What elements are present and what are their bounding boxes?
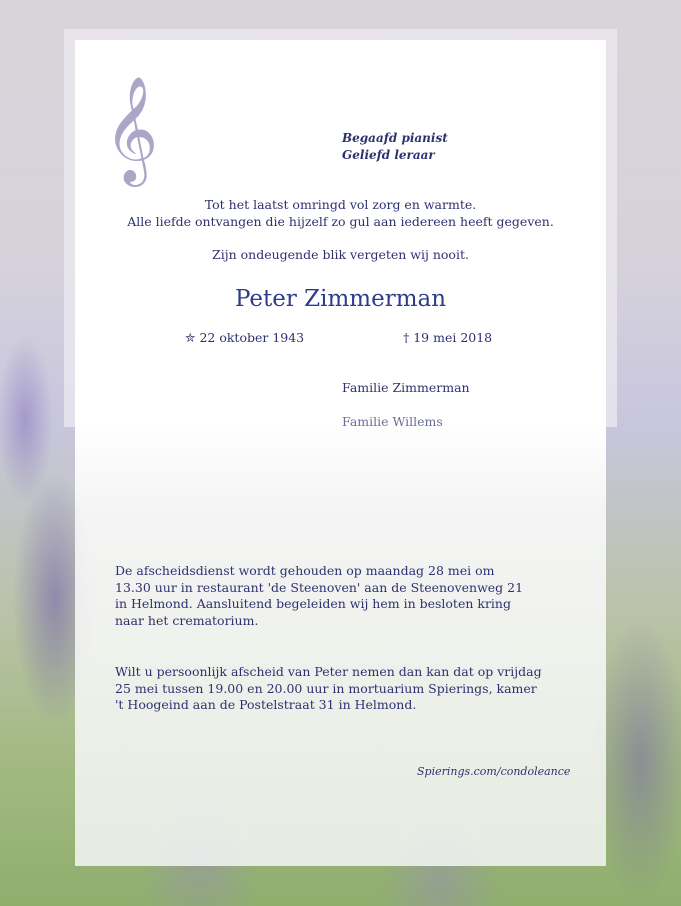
epithet-teacher: Geliefd leraar xyxy=(342,148,435,162)
death-date: † 19 mei 2018 xyxy=(403,330,493,345)
deceased-name: Peter Zimmerman xyxy=(234,286,447,312)
verse-line-1: Tot het laatst omringd vol zorg en warmte. xyxy=(204,197,477,212)
memory-line: Zijn ondeugende blik vergeten wij nooit. xyxy=(212,247,469,262)
service-line-4: naar het crematorium. xyxy=(115,612,259,628)
visitation-line-1: Wilt u persoonlijk afscheid van Peter nemen dan kan dat op vrijdag xyxy=(115,664,542,679)
verse-line-2: Alle liefde ontvangen die hijzelf zo gul aan iedereen heeft gegeven. xyxy=(127,214,554,229)
treble-clef-icon: 𝄞 xyxy=(104,75,159,182)
epithet-pianist: Begaafd pianist xyxy=(342,131,448,145)
service-line-2: 13.30 uur in restaurant 'de Steenoven' aan de Steenovenweg 21 xyxy=(115,579,524,595)
service-paragraph xyxy=(115,563,523,629)
birth-date: ✮ 22 oktober 1943 xyxy=(185,330,305,345)
service-line-3: in Helmond. Aansluitend begeleiden wij hem in besloten kring xyxy=(115,596,511,611)
visitation-line-3: 't Hoogeind aan de Postelstraat 31 in Helmond. xyxy=(115,697,417,712)
visitation-line-2: 25 mei tussen 19.00 en 20.00 uur in mortuarium Spierings, kamer xyxy=(115,680,537,696)
family-zimmerman: Familie Zimmerman xyxy=(342,380,470,395)
family-willems: Familie Willems xyxy=(342,414,443,429)
condolence-website-link[interactable]: Spierings.com/condoleance xyxy=(417,765,571,778)
service-line-1: De afscheidsdienst wordt gehouden op maandag 28 mei om xyxy=(115,563,495,578)
visitation-paragraph xyxy=(115,664,542,714)
